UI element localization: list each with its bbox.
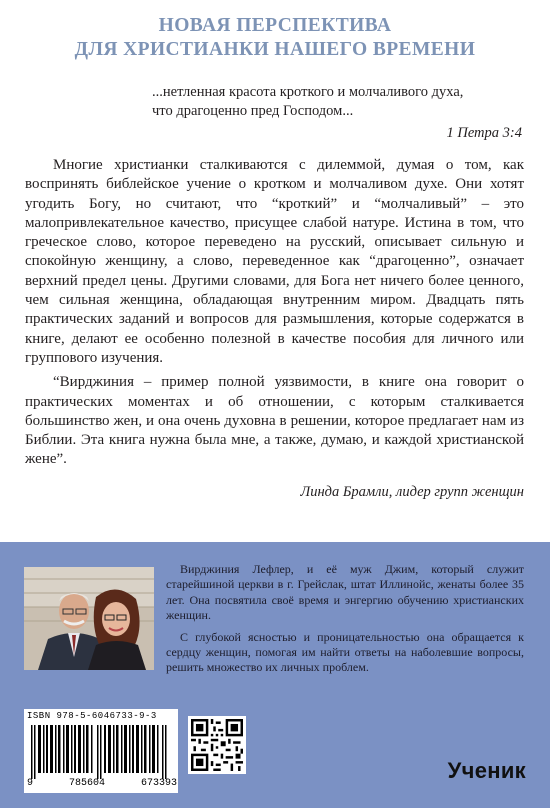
barcode-digits bbox=[27, 778, 177, 789]
author-photo bbox=[24, 567, 154, 670]
barcode-group-2: 673393 bbox=[140, 778, 177, 789]
author-bio-paragraph-1: Вирджиния Лефлер, и её муж Джим, который служит старейшиной церкви в г. Грейслак, штат Иллинойс, женаты более 35 лет. Она посвятила своё время и энгергию обучению христианских женщин. bbox=[166, 562, 524, 623]
barcode-group-1: 785604 bbox=[68, 778, 105, 789]
qr-code-graphic bbox=[191, 719, 243, 771]
epigraph-line-2: что драгоценно пред Господом... bbox=[152, 103, 354, 119]
barcode-icon bbox=[31, 725, 173, 779]
scripture-reference: 1 Петра 3:4 bbox=[446, 125, 522, 141]
title-line-2: ДЛЯ ХРИСТИАНКИ НАШЕГО ВРЕМЕНИ bbox=[74, 39, 476, 60]
description-paragraph: Многие христианки сталкиваются с дилеммой, думая о том, как воспринять библейское учение о кротком и молчаливом духе. Они хотят угодить Богу, но считают, что “кроткий” и “молчаливый” – это малопривлекательное качество, присущее слабой натуре. Истина в том, что греческое слово, которое переведено на русский, описывает сильную и спокойную женщину, а слово, переведенное как “драгоценно”, означает верхний предел цены. Другими словами, для Бога нет ничего более ценного, чем сильная женщина, обладающая внутренним миром. Двадцать пять практических заданий и вопросов для размышления, которые содержатся в книге, делают ее особенно полезной в качестве пособия для личного или группового изучения. bbox=[25, 157, 524, 366]
author-bio-paragraph-2: С глубокой ясностью и проницательностью она обращается к сердцу женщин, помогая им найти ответы на наболевшие вопросы, решить множество их личных проблем. bbox=[166, 629, 524, 675]
testimonial-author: Линда Брамли, лидер групп женщин bbox=[300, 484, 524, 500]
testimonial-quote: “Вирджиния – пример полной уязвимости, в книге она говорит о практических моментах и об отношении, с которым сталкивается большинство жен, и она очень духовна в решении, которое предлагает нам из Библии. Эта книга нужна была мне, а также, думаю, и каждой христианской жене”. bbox=[25, 374, 524, 468]
barcode-digit-first: 9 bbox=[27, 778, 34, 789]
title-line-1: НОВАЯ ПЕРСПЕКТИВА bbox=[158, 15, 392, 36]
qr-code-icon bbox=[188, 716, 246, 774]
description bbox=[25, 156, 524, 470]
cover-title bbox=[0, 14, 550, 62]
epigraph-line-1: ...нетленная красота кроткого и молчаливого духа, bbox=[152, 84, 464, 100]
epigraph bbox=[152, 83, 522, 121]
publisher-logo: Ученик bbox=[447, 758, 526, 783]
isbn-label: ISBN 978-5-6046733-9-3 bbox=[27, 711, 157, 721]
author-photo-illustration bbox=[24, 567, 154, 670]
author-bio bbox=[166, 562, 524, 676]
